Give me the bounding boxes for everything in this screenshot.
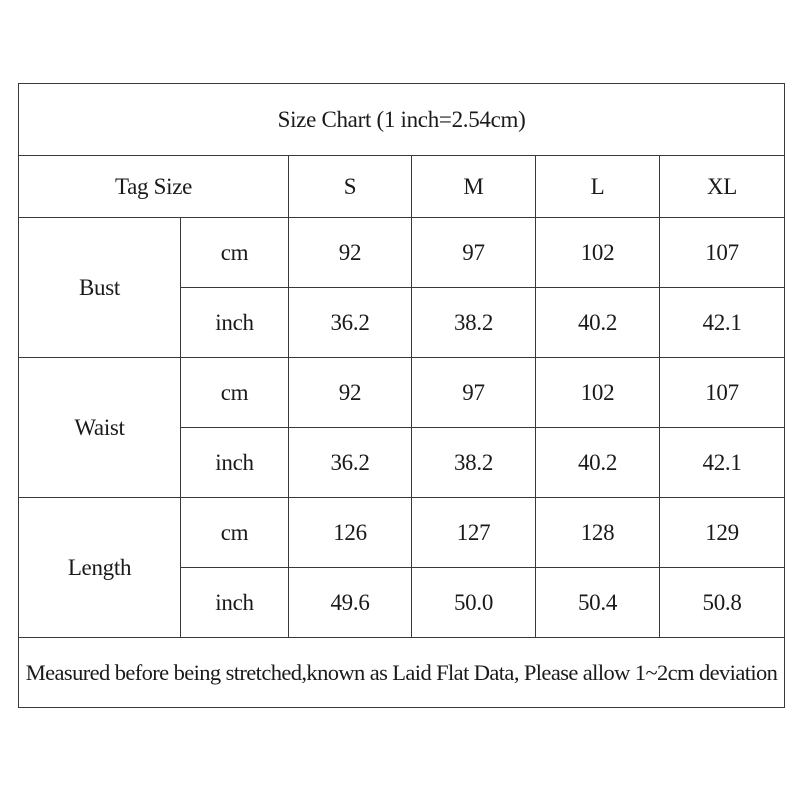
size-header-xl: XL (660, 156, 785, 218)
table-cell: 129 (660, 498, 785, 568)
table-cell: 92 (289, 358, 412, 428)
size-header-l: L (536, 156, 660, 218)
table-cell: 36.2 (289, 288, 412, 358)
table-cell: 92 (289, 218, 412, 288)
table-cell: 42.1 (660, 288, 785, 358)
table-cell: 97 (412, 358, 536, 428)
length-cm-row (19, 498, 785, 568)
measurement-note: Measured before being stretched,known as Laid Flat Data, Please allow 1~2cm deviation (19, 638, 785, 708)
table-cell: 128 (536, 498, 660, 568)
table-cell: 107 (660, 218, 785, 288)
size-header-m: M (412, 156, 536, 218)
table-cell: 107 (660, 358, 785, 428)
note-row (19, 638, 785, 708)
size-chart-table (18, 83, 785, 708)
table-cell: 97 (412, 218, 536, 288)
table-cell: 50.8 (660, 568, 785, 638)
table-cell: 42.1 (660, 428, 785, 498)
table-cell: 102 (536, 218, 660, 288)
measurement-label-waist: Waist (19, 358, 181, 498)
table-cell: 38.2 (412, 288, 536, 358)
title-row (19, 84, 785, 156)
table-cell: 102 (536, 358, 660, 428)
table-cell: 50.4 (536, 568, 660, 638)
table-cell: 126 (289, 498, 412, 568)
unit-label-inch: inch (181, 568, 289, 638)
table-cell: 127 (412, 498, 536, 568)
tag-size-label: Tag Size (19, 156, 289, 218)
bust-cm-row (19, 218, 785, 288)
table-cell: 49.6 (289, 568, 412, 638)
table-cell: 38.2 (412, 428, 536, 498)
unit-label-cm: cm (181, 498, 289, 568)
table-cell: 36.2 (289, 428, 412, 498)
header-row (19, 156, 785, 218)
unit-label-inch: inch (181, 428, 289, 498)
table-cell: 40.2 (536, 288, 660, 358)
waist-cm-row (19, 358, 785, 428)
size-header-s: S (289, 156, 412, 218)
table-cell: 40.2 (536, 428, 660, 498)
unit-label-inch: inch (181, 288, 289, 358)
measurement-label-bust: Bust (19, 218, 181, 358)
chart-title: Size Chart (1 inch=2.54cm) (19, 84, 785, 156)
measurement-label-length: Length (19, 498, 181, 638)
unit-label-cm: cm (181, 358, 289, 428)
unit-label-cm: cm (181, 218, 289, 288)
table-cell: 50.0 (412, 568, 536, 638)
